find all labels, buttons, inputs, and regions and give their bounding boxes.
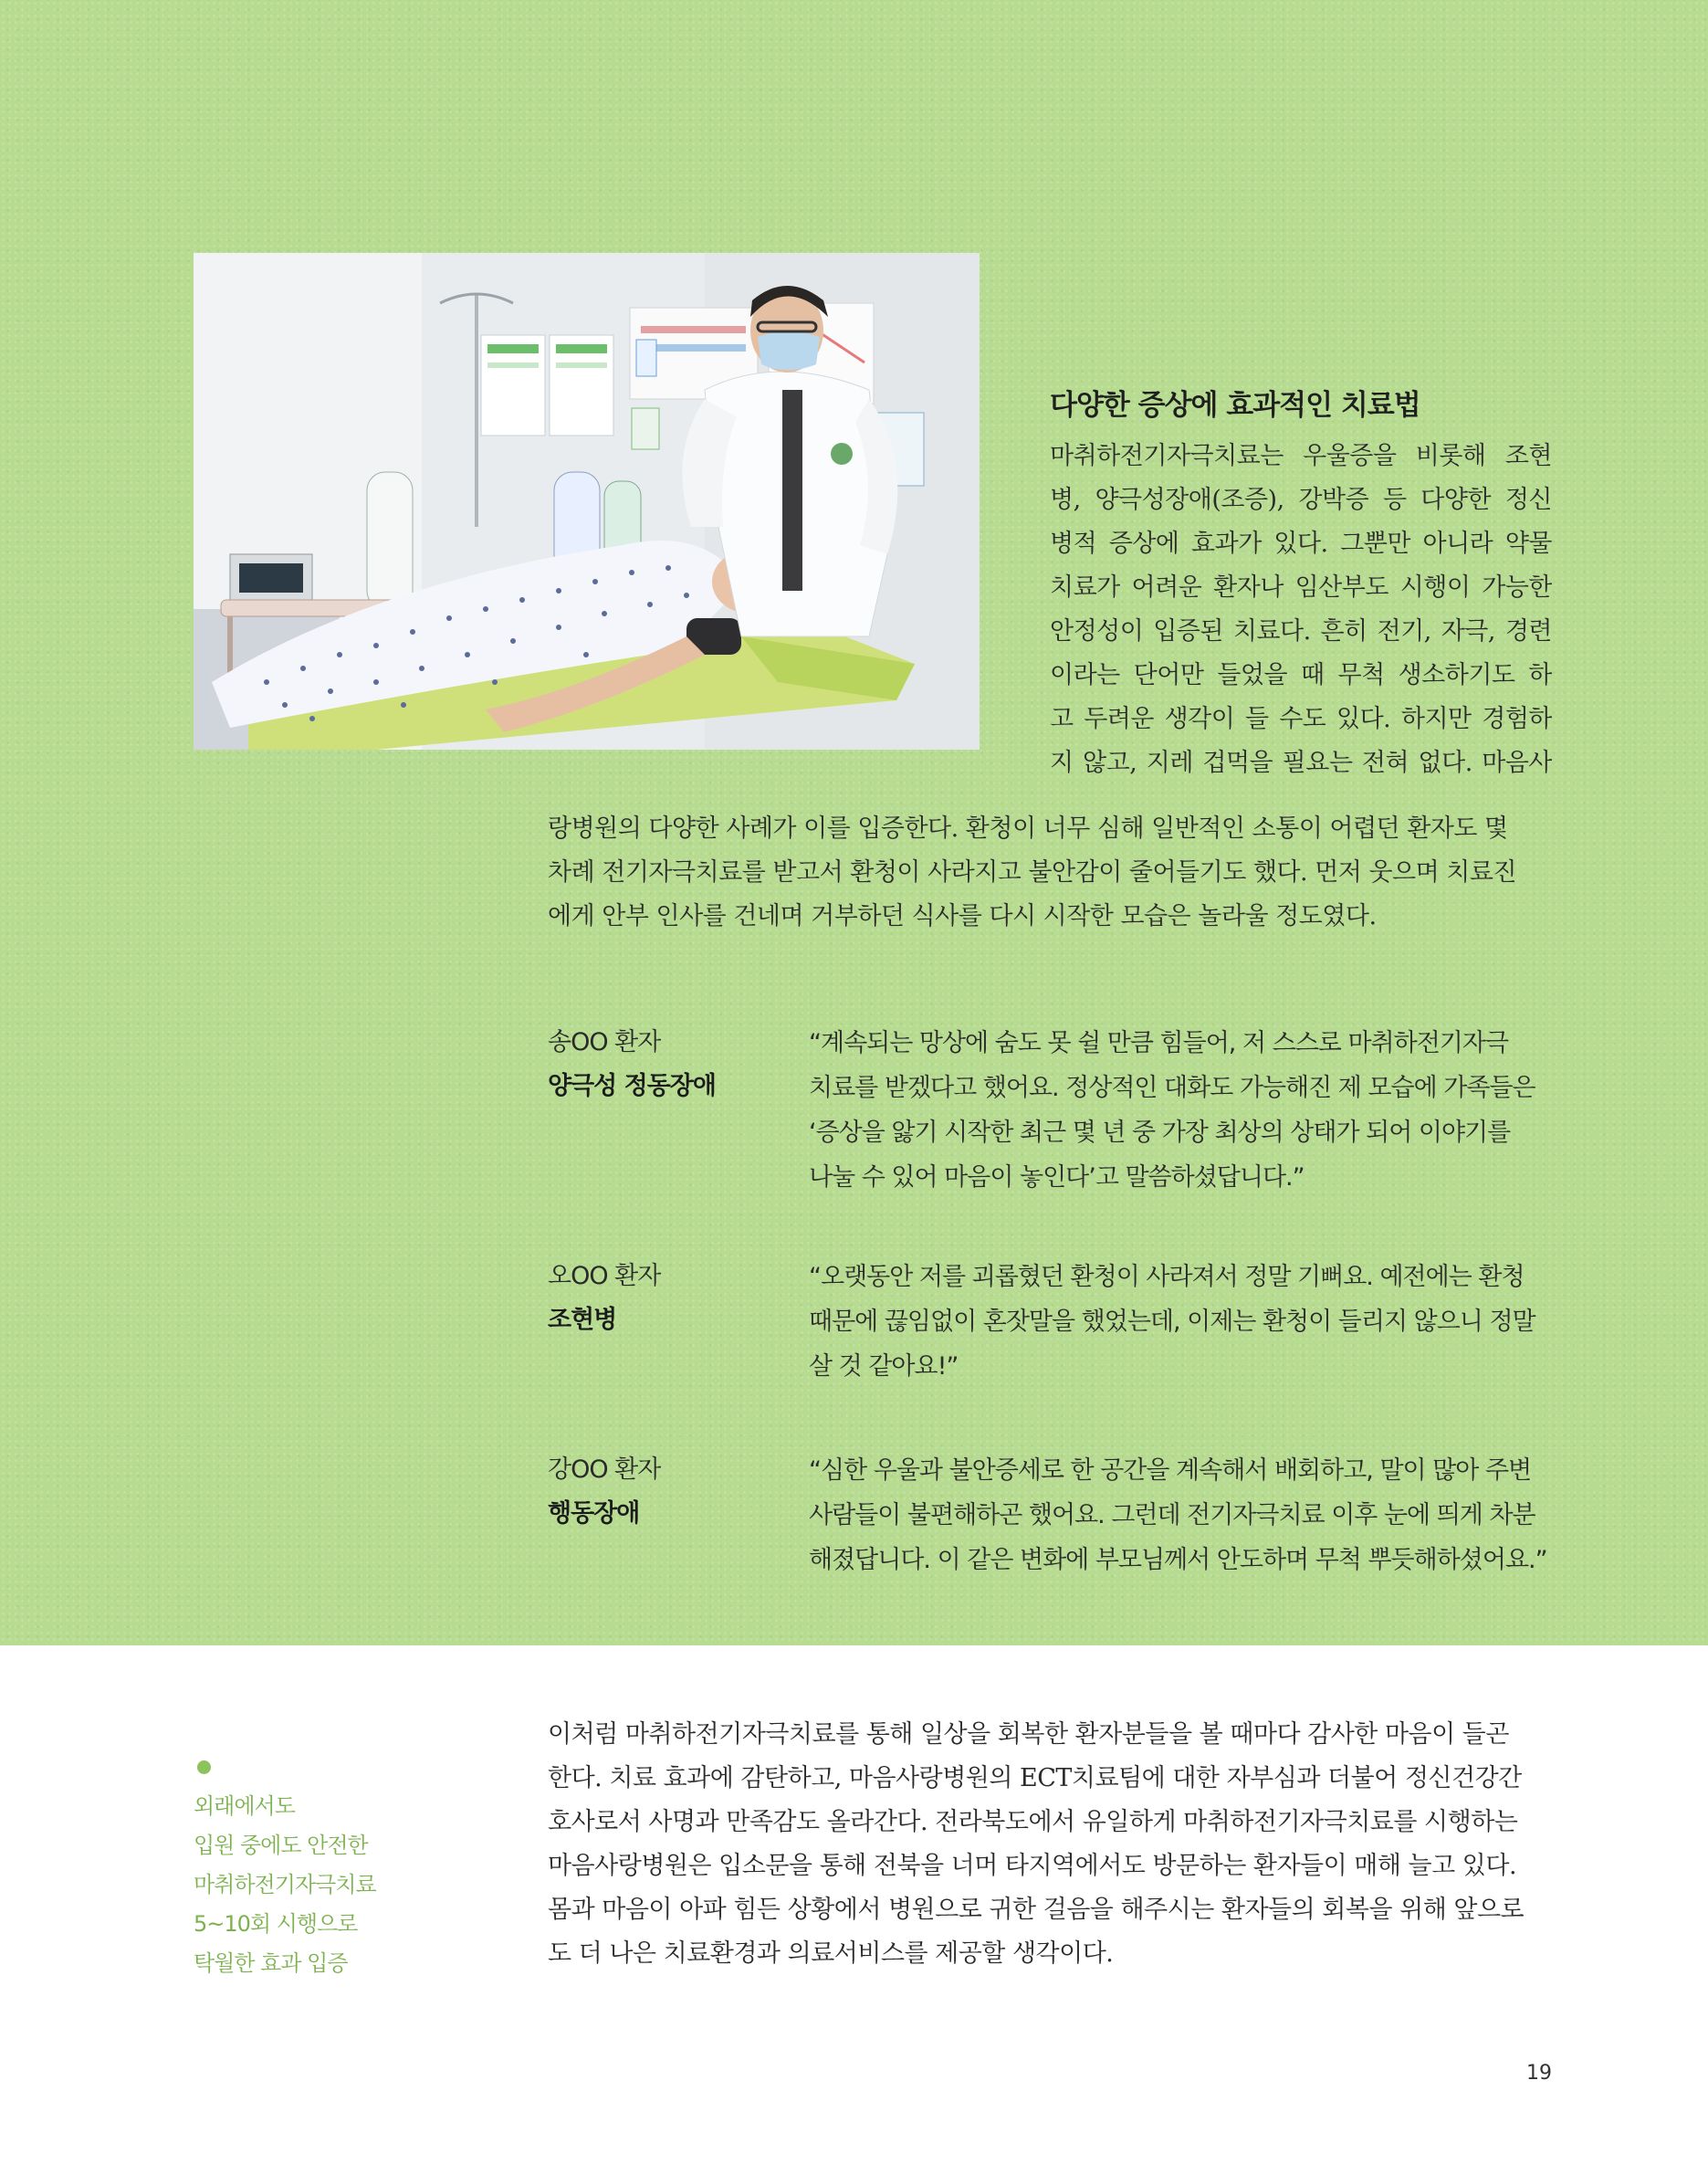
quote-line: 해졌답니다. 이 같은 변화에 부모님께서 안도하며 무척 뿌듯해하셨어요.” [809, 1546, 1547, 1574]
quote-line: 때문에 끊임없이 혼잣말을 했었는데, 이제는 환청이 들리지 않으니 정말 [809, 1308, 1535, 1336]
treatment-photo [194, 253, 980, 750]
paragraph-line: 고 두려운 생각이 들 수도 있다. 하지만 경험하 [1050, 705, 1552, 733]
paragraph-line: 안정성이 입증된 치료다. 흔히 전기, 자극, 경련 [1050, 617, 1552, 646]
patient-name: 강OO 환자 [548, 1455, 661, 1484]
quote-line: “심한 우울과 불안증세로 한 공간을 계속해서 배회하고, 말이 많아 주변 [809, 1456, 1532, 1485]
testimonial-quote [809, 1448, 1553, 1582]
quote-line: “계속되는 망상에 숨도 못 쉴 만큼 힘들어, 저 스스로 마취하전기자극 [809, 1029, 1509, 1057]
patient-name: 오OO 환자 [548, 1262, 661, 1290]
paragraph-line: 병적 증상에 효과가 있다. 그뿐만 아니라 약물 [1050, 530, 1552, 558]
testimonial-quote [809, 1021, 1553, 1200]
paragraph-line: 에게 안부 인사를 건네며 거부하던 식사를 다시 시작한 모습은 놀라울 정도였다. [548, 902, 1377, 930]
paragraph-line: 한다. 치료 효과에 감탄하고, 마음사랑병원의 ECT치료팀에 대한 자부심과 더불어 정신건강간 [548, 1764, 1522, 1792]
quote-line: 나눌 수 있어 마음이 놓인다’고 말씀하셨답니다.” [809, 1163, 1305, 1192]
quote-line: “오랫동안 저를 괴롭혔던 환청이 사라져서 정말 기뻐요. 예전에는 환청 [809, 1263, 1525, 1291]
bullet-dot-icon [197, 1760, 211, 1774]
patient-condition: 행동장애 [548, 1499, 640, 1528]
side-note [194, 1760, 522, 1983]
page-number: 19 [1526, 2062, 1552, 2085]
side-note-line: 5~10회 시행으로 [194, 1911, 358, 1937]
side-note-line: 마취하전기자극치료 [194, 1872, 376, 1897]
testimonial-quote [809, 1255, 1553, 1389]
side-note-line: 탁월한 효과 입증 [194, 1950, 348, 1976]
paragraph-line: 호사로서 사명과 만족감도 올라간다. 전라북도에서 유일하게 마취하전기자극치료를 시행하는 [548, 1808, 1518, 1836]
testimonial-patient [548, 1448, 794, 1536]
paragraph-line: 치료가 어려운 환자나 임산부도 시행이 가능한 [1050, 573, 1552, 602]
paragraph-line: 이라는 단어만 들었을 때 무척 생소하기도 하 [1050, 661, 1552, 689]
patient-name: 송OO 환자 [548, 1028, 661, 1056]
article-full-paragraph [548, 807, 1552, 939]
quote-line: ‘증상을 앓기 시작한 최근 몇 년 중 가장 최상의 상태가 되어 이야기를 [809, 1119, 1511, 1147]
paragraph-line: 병, 양극성장애(조증), 강박증 등 다양한 정신 [1050, 486, 1552, 514]
paragraph-line: 마취하전기자극치료는 우울증을 비롯해 조현 [1050, 442, 1552, 470]
article-wrap-paragraph [1050, 435, 1552, 785]
patient-condition: 조현병 [548, 1306, 617, 1334]
paragraph-line: 랑병원의 다양한 사례가 이를 입증한다. 환청이 너무 심해 일반적인 소통이 어렵던 환자도 몇 [548, 814, 1508, 843]
quote-line: 살 것 같아요!” [809, 1352, 959, 1381]
quote-line: 치료를 받겠다고 했어요. 정상적인 대화도 가능해진 제 모습에 가족들은 [809, 1074, 1535, 1102]
side-note-line: 입원 중에도 안전한 [194, 1833, 368, 1858]
paragraph-line: 마음사랑병원은 입소문을 통해 전북을 너머 타지역에서도 방문하는 환자들이 매해 늘고 있다. [548, 1852, 1517, 1880]
testimonial-patient [548, 1255, 794, 1342]
paragraph-line: 도 더 나은 치료환경과 의료서비스를 제공할 생각이다. [548, 1939, 1114, 1968]
paragraph-line: 몸과 마음이 아파 힘든 상황에서 병원으로 귀한 걸음을 해주시는 환자들의 회복을 위해 앞으로 [548, 1896, 1525, 1924]
testimonial-patient [548, 1021, 794, 1109]
patient-condition: 양극성 정동장애 [548, 1072, 716, 1100]
closing-paragraph [548, 1713, 1552, 1976]
paragraph-line: 차례 전기자극치료를 받고서 환청이 사라지고 불안감이 줄어들기도 했다. 먼저 웃으며 치료진 [548, 858, 1517, 887]
side-note-line: 외래에서도 [194, 1793, 295, 1819]
paragraph-line: 지 않고, 지레 겁먹을 필요는 전혀 없다. 마음사 [1050, 749, 1552, 777]
quote-line: 사람들이 불편해하곤 했어요. 그런데 전기자극치료 이후 눈에 띄게 차분 [809, 1501, 1535, 1529]
section-heading: 다양한 증상에 효과적인 치료법 [1050, 389, 1420, 422]
paragraph-line: 이처럼 마취하전기자극치료를 통해 일상을 회복한 환자분들을 볼 때마다 감사한 마음이 들곤 [548, 1720, 1509, 1749]
